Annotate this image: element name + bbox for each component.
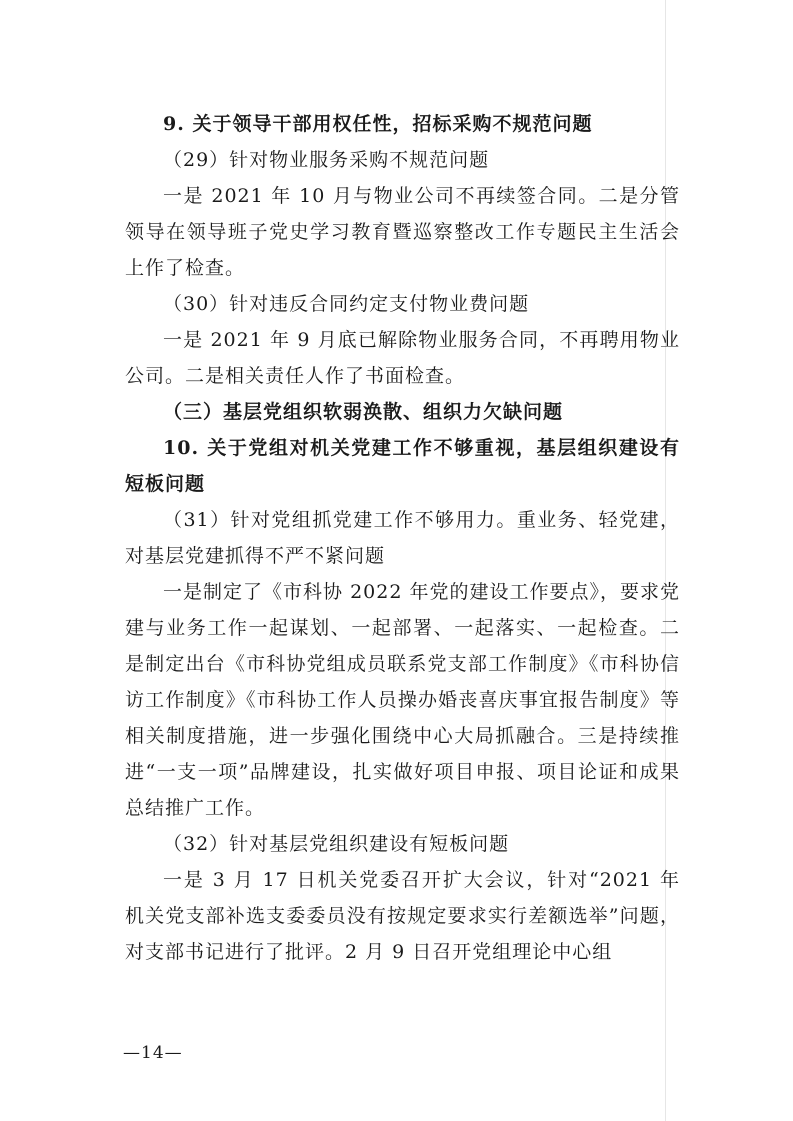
paragraph-29-body: 一是 2021 年 10 月与物业公司不再续签合同。二是分管领导在领导班子党史学习教育暨巡察整改工作专题民主生活会上作了检查。 <box>125 185 680 279</box>
subheading-30: （30）针对违反合同约定支付物业费问题 <box>163 293 530 315</box>
document-body <box>125 106 680 970</box>
paragraph-30-body: 一是 2021 年 9 月底已解除物业服务合同，不再聘用物业公司。二是相关责任人作了书面检查。 <box>125 329 680 387</box>
subheading-31: （31）针对党组抓党建工作不够用力。重业务、轻党建，对基层党建抓得不严不紧问题 <box>125 509 680 567</box>
heading-item-9: 9. 关于领导干部用权任性，招标采购不规范问题 <box>163 113 593 135</box>
paragraph-31-body: 一是制定了《市科协 2022 年党的建设工作要点》，要求党建与业务工作一起谋划、一起部署、一起落实、一起检查。二是制定出台《市科协党组成员联系党支部工作制度》《市科协信访工作制度》《市科协工作人员操办婚丧喜庆事宜报告制度》等相关制度措施，进一步强化围绕中心大局抓融合。三是持续推进“一支一项”品牌建设，扎实做好项目申报、项目论证和成果总结推广工作。 <box>125 581 680 819</box>
page-number: —14— <box>123 1043 183 1063</box>
subheading-29: （29）针对物业服务采购不规范问题 <box>163 149 490 171</box>
heading-item-10: 10. 关于党组对机关党建工作不够重视，基层组织建设有短板问题 <box>125 437 680 495</box>
paragraph-32-body: 一是 3 月 17 日机关党委召开扩大会议，针对“2021 年机关党支部补选支委委员没有按规定要求实行差额选举”问题，对支部书记进行了批评。2 月 9 日召开党组理论中心组 <box>125 869 680 963</box>
subheading-32: （32）针对基层党组织建设有短板问题 <box>163 833 510 855</box>
section-heading-3: （三）基层党组织软弱涣散、组织力欠缺问题 <box>163 401 564 423</box>
